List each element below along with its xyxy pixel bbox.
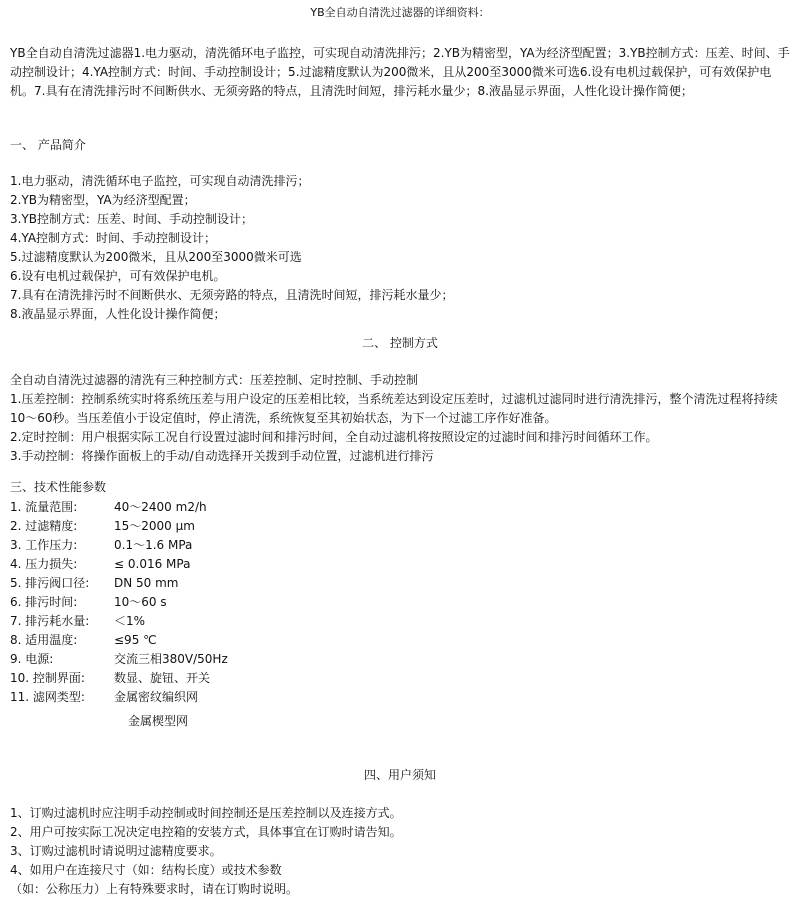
param-value: ＜1% bbox=[114, 614, 146, 628]
param-label: 7. 排污耗水量: bbox=[10, 614, 90, 628]
param-value: 15～2000 μm bbox=[114, 519, 195, 533]
param-value: ≤95 ℃ bbox=[114, 633, 157, 647]
param-row bbox=[10, 498, 228, 517]
param-row bbox=[10, 536, 228, 555]
section-product-intro bbox=[10, 136, 792, 155]
param-row bbox=[10, 555, 228, 574]
param-row bbox=[10, 593, 228, 612]
control-mode-block bbox=[10, 371, 792, 466]
param-value: 40～2400 m2/h bbox=[114, 500, 207, 514]
list-item: 1.压差控制：控制系统实时将系统压差与用户设定的压差相比较，当系统差达到设定压差时，过滤机过滤同时进行清洗排污，整个清洗过程将持续10～60秒。当压差值小于设定值时，停止清洗，系统恢复至其初始状态，为下一个过滤工序作好准备。 bbox=[10, 392, 778, 425]
param-label: 10. 控制界面: bbox=[10, 671, 85, 685]
section-heading: 一、 产品简介 bbox=[10, 138, 86, 152]
user-notice-list bbox=[10, 804, 792, 899]
param-label: 3. 工作压力: bbox=[10, 538, 78, 552]
list-item: 2.YB为精密型，YA为经济型配置； bbox=[10, 193, 196, 207]
param-row bbox=[10, 650, 228, 669]
param-row bbox=[10, 612, 228, 631]
param-label: 5. 排污阀口径: bbox=[10, 576, 90, 590]
param-value: DN 50 mm bbox=[114, 576, 179, 590]
list-item: 1.电力驱动，清洗循环电子监控，可实现自动清洗排污； bbox=[10, 174, 310, 188]
list-item: 3.YB控制方式：压差、时间、手动控制设计； bbox=[10, 212, 254, 226]
param-label: 9. 电源: bbox=[10, 652, 54, 666]
param-value: 交流三相380V/50Hz bbox=[114, 652, 228, 666]
list-item: 4、如用户在连接尺寸（如：结构长度）或技术参数 bbox=[10, 863, 282, 877]
list-item: 4.YA控制方式：时间、手动控制设计； bbox=[10, 231, 217, 245]
param-row bbox=[10, 574, 228, 593]
list-item: 2、用户可按实际工况决定电控箱的安装方式，具体事宜在订购时请告知。 bbox=[10, 825, 402, 839]
param-row bbox=[10, 688, 228, 707]
param-value: 0.1～1.6 MPa bbox=[114, 538, 193, 552]
param-value: ≤ 0.016 MPa bbox=[114, 557, 191, 571]
control-mode-lead: 全自动自清洗过滤器的清洗有三种控制方式：压差控制、定时控制、手动控制 bbox=[10, 373, 419, 387]
param-label: 8. 适用温度: bbox=[10, 633, 78, 647]
param-label: 6. 排污时间: bbox=[10, 595, 78, 609]
param-label: 1. 流量范围: bbox=[10, 500, 78, 514]
document-title: YB全自动自清洗过滤器的详细资料： bbox=[310, 6, 490, 19]
section-heading: 四、用户须知 bbox=[363, 768, 436, 782]
list-item: 2.定时控制：用户根据实际工况自行设置过滤时间和排污时间，全自动过滤机将按照设定的过滤时间和排污时间循环工作。 bbox=[10, 430, 658, 444]
list-item: 5.过滤精度默认为200微米，且从200至3000微米可选 bbox=[10, 250, 302, 264]
section-heading: 三、技术性能参数 bbox=[10, 480, 107, 494]
section-tech-params bbox=[10, 478, 792, 497]
param-label: 2. 过滤精度: bbox=[10, 519, 78, 533]
section-heading: 二、 控制方式 bbox=[362, 336, 438, 350]
list-item: 7.具有在清洗排污时不间断供水、无须旁路的特点，且清洗时间短，排污耗水量少； bbox=[10, 288, 454, 302]
list-item: 6.设有电机过载保护，可有效保护电机。 bbox=[10, 269, 226, 283]
product-intro-list bbox=[10, 172, 792, 324]
list-item: 3、订购过滤机时请说明过滤精度要求。 bbox=[10, 844, 222, 858]
param-row bbox=[10, 517, 228, 536]
param-label: 4. 压力损失: bbox=[10, 557, 78, 571]
list-item: （如：公称压力）上有特殊要求时，请在订购时说明。 bbox=[10, 882, 299, 896]
param-value: 10～60 s bbox=[114, 595, 167, 609]
list-item: 1、订购过滤机时应注明手动控制或时间控制还是压差控制以及连接方式。 bbox=[10, 806, 402, 820]
param-value: 金属密纹编织网 bbox=[114, 690, 199, 704]
param-label: 11. 滤网类型: bbox=[10, 690, 85, 704]
param-row bbox=[10, 669, 228, 688]
image-caption: 金属楔型网 bbox=[128, 714, 189, 728]
param-value: 数显、旋钮、开关 bbox=[114, 671, 211, 685]
list-item: 3.手动控制：将操作面板上的手动/自动选择开关拨到手动位置，过滤机进行排污 bbox=[10, 449, 434, 463]
intro-paragraph: YB全自动自清洗过滤器1.电力驱动，清洗循环电子监控，可实现自动清洗排污；2.YB为精密型，YA为经济型配置；3.YB控制方式：压差、时间、手动控制设计；4.YA控制方式：时间、手动控制设计；5.过滤精度默认为200微米，且从200至3000微米可选6.设有电机过载保护，可有效保护电机。7.具有在清洗排污时不间断供水、无须旁路的特点，且清洗时间短，排污耗水量少；8.液晶显示界面，人性化设计操作简便； bbox=[10, 46, 790, 98]
tech-params-table bbox=[10, 498, 228, 707]
list-item: 8.液晶显示界面，人性化设计操作简便； bbox=[10, 307, 226, 321]
param-row bbox=[10, 631, 228, 650]
